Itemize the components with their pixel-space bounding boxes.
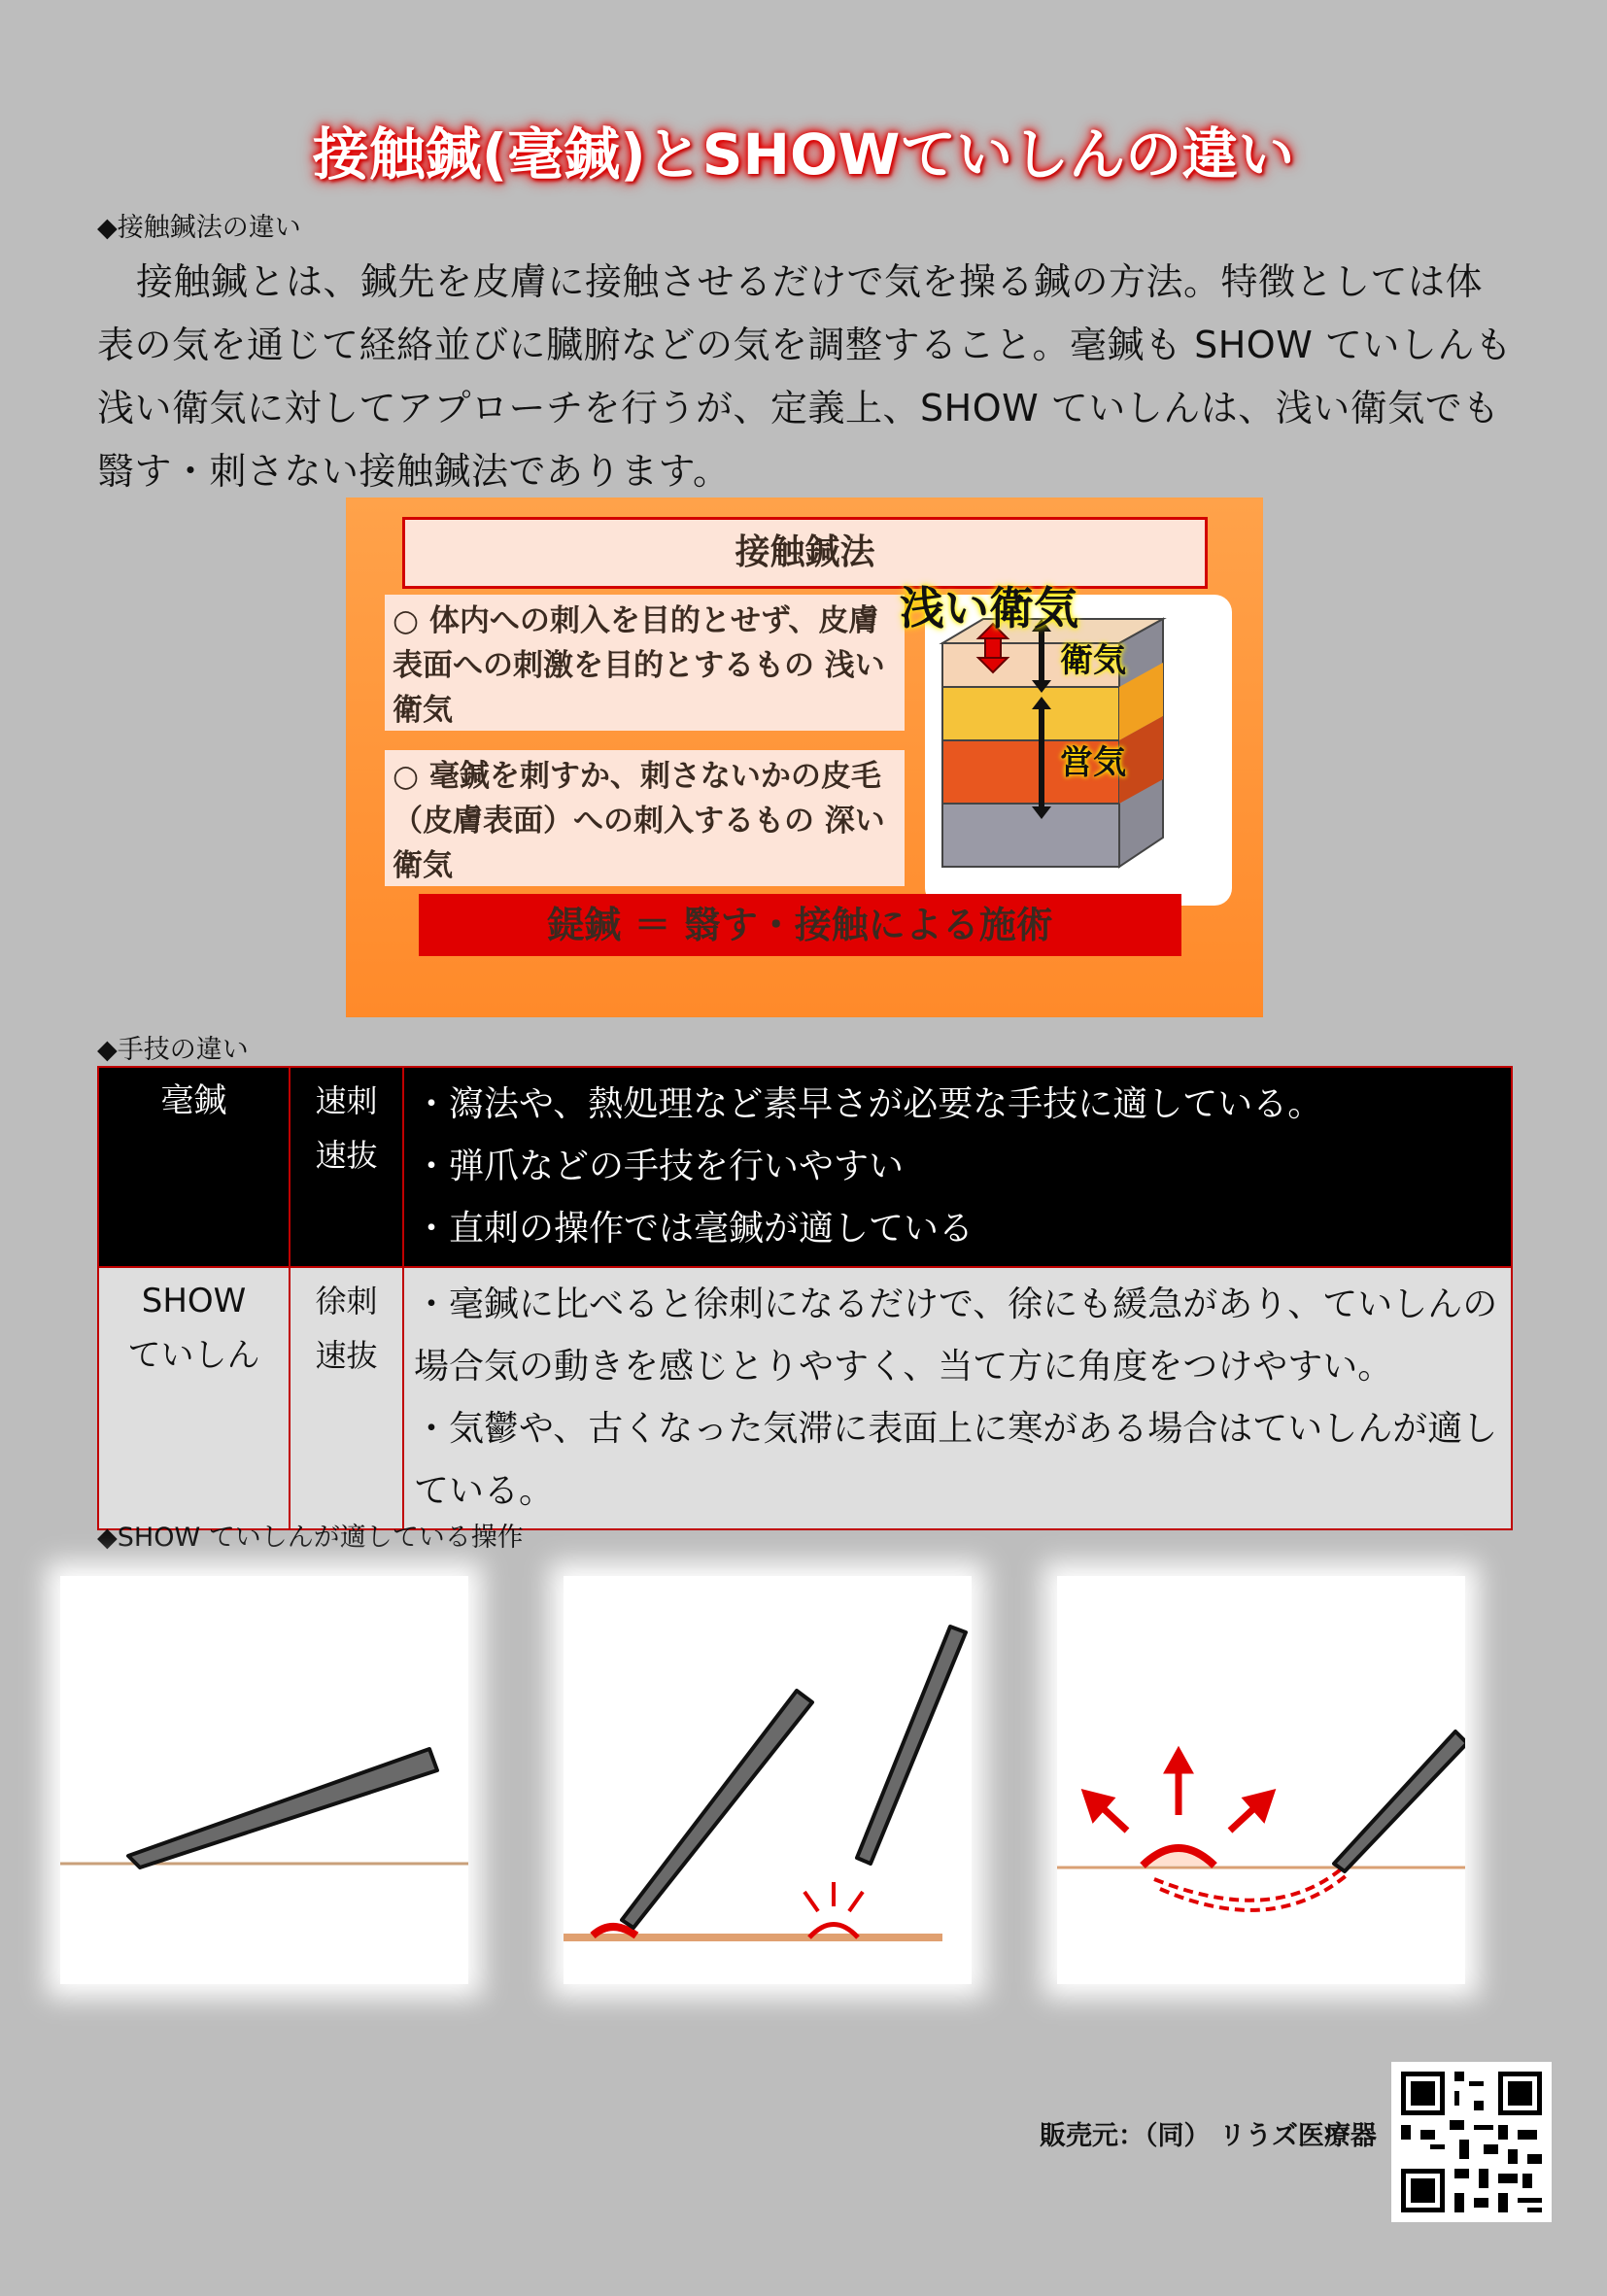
wei-qi-label: 衛気	[1060, 641, 1126, 680]
section-heading-operations: ◆SHOW ていしんが適している操作	[97, 1523, 524, 1553]
row-notes: ・毫鍼に比べると徐刺になるだけで、徐にも緩急があり、ていしんの場合気の動きを感じとりやすく、当て方に角度をつけやすい。 ・気鬱や、古くなった気滞に表面上に寒がある場合はていしんが適している。	[403, 1267, 1512, 1529]
table-row	[98, 1067, 1512, 1267]
shallow-wei-qi-label: 浅い衛気	[900, 582, 1078, 634]
row-name: SHOW ていしん	[98, 1267, 290, 1529]
row-technique: 徐刺 速抜	[290, 1267, 403, 1529]
contact-needling-figure	[346, 497, 1263, 1017]
row-technique: 速刺 速抜	[290, 1067, 403, 1267]
page-title: 接触鍼(毫鍼)とSHOWていしんの違い	[312, 121, 1295, 188]
table-row	[98, 1267, 1512, 1529]
figure-box-shallow: ○ 体内への刺入を目的とせず、皮膚表面への刺激を目的とするもの 浅い衛気	[385, 595, 905, 731]
figure-box-deep: ○ 毫鍼を刺すか、刺さないかの皮毛（皮膚表面）への刺入するもの 深い衛気	[385, 750, 905, 886]
section-heading-technique: ◆手技の違い	[97, 1035, 249, 1065]
seller-credit: 販売元：（同） リうズ医療器	[1040, 2121, 1377, 2151]
figure-heading: 接触鍼法	[402, 517, 1208, 589]
illustration-qi-movement	[1057, 1576, 1465, 1984]
row-name: 毫鍼	[98, 1067, 290, 1267]
figure-bottom-bar: 鍉鍼 ＝ 翳す・接触による施術	[419, 894, 1181, 956]
technique-table	[97, 1066, 1513, 1530]
row-notes: ・瀉法や、熱処理など素早さが必要な手技に適している。 ・弾爪などの手技を行いやすい ・直刺の操作では毫鍼が適している	[403, 1067, 1512, 1267]
illustration-angled-contact	[60, 1576, 468, 1984]
section-heading-contact-needling: ◆接触鍼法の違い	[97, 213, 301, 243]
qr-code[interactable]	[1391, 2062, 1552, 2222]
ying-qi-label: 営気	[1060, 743, 1126, 782]
intro-paragraph: 接触鍼とは、鍼先を皮膚に接触させるだけで気を操る鍼の方法。特徴としては体表の気を通じて経絡並びに臓腑などの気を調整すること。毫鍼も SHOW ていしんも浅い衛気に対してアプローチを行うが、定義上、SHOW ていしんは、浅い衛気でも翳す・刺さない接触鍼法であります。	[97, 260, 1513, 493]
illustration-contact-points	[564, 1576, 972, 1984]
